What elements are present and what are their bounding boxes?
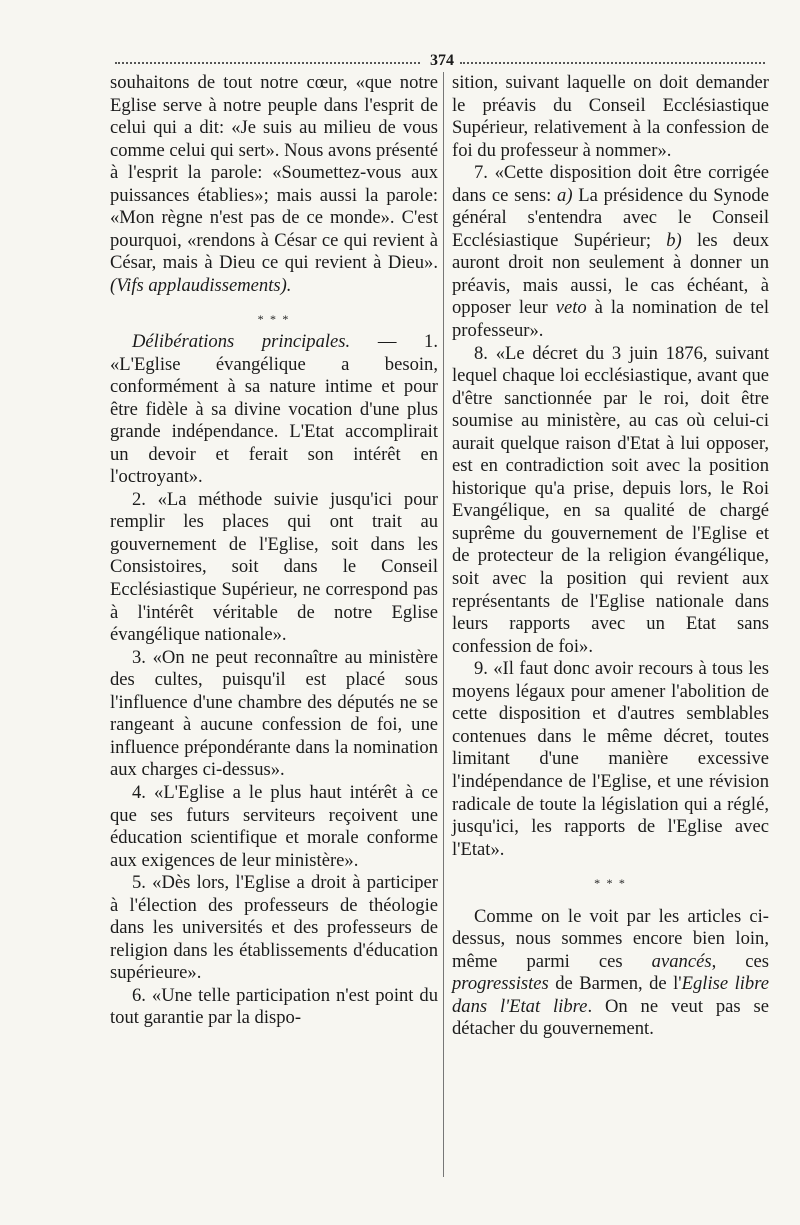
list-label-b: b) <box>666 229 682 251</box>
paragraph-text: — 1. «L'Eglise évangélique a besoin, conformément à sa nature intime et pour être fidèle à sa divine vocation d'une plus grande indépendance. L'Etat accomplirait un devoir et ferait son intérêt en l'octroyant». <box>110 331 438 488</box>
paragraph-article-7 <box>452 162 769 342</box>
applause-note: (Vifs applaudissements). <box>110 274 292 296</box>
section-separator: * * * <box>257 312 291 327</box>
page-header <box>115 52 765 72</box>
header-rule-left <box>115 62 420 64</box>
paragraph-article-2: 2. «La méthode suivie jusqu'ici pour remplir les places qui ont trait au gouvernement de l'Eglise, soit dans les Consistoires, soit dans le Conseil Ecclésiastique Supérieur, ne correspond pas à l'intérêt véritable de notre Eglise évangélique nationale». <box>110 488 438 646</box>
paragraph-continuation: sition, suivant laquelle on doit demander le préavis du Conseil Ecclésiastique Supérieur, relativement à la confession de foi du professeur à nommer». <box>452 72 769 161</box>
paragraph-text: les deux auront droit non seulement à donner un préavis, mais aussi, le cas échéant, à opposer leur <box>452 229 769 319</box>
paragraph-text: 7. «Cette disposition doit être corrigée dans ce sens: <box>452 162 769 206</box>
paragraph-article-5: 5. «Dès lors, l'Eglise a droit à participer à l'élection des professeurs de théologie dans les universités et des professeurs de religion dans les établissements d'éducation supérieure». <box>110 872 438 984</box>
page-number: 374 <box>430 52 454 69</box>
paragraph-article-1 <box>110 331 438 489</box>
right-column <box>452 72 769 1041</box>
paragraph-article-3: 3. «On ne peut reconnaître au ministère des cultes, puisqu'il est placé sous l'influence d'une chambre des députés ne se rangeant à aucune confession de foi, une influence prépondérante dans la nomination aux charges ci-dessus». <box>110 646 438 781</box>
paragraph-article-8: 8. «Le décret du 3 juin 1876, suivant lequel chaque loi ecclésiastique, avant que d'être sanctionnée par le roi, doit être soumise au ministère, au cas où celui-ci aurait quelque raison d'Etat à lui opposer, est en contradiction soit avec la position historique qu'a prise, depuis lors, le Roi Evangélique, en sa qualité de chargé suprême du gouvernement de l'Eglise et de protecteur de la religion évangélique, soit avec la position qui revient aux représentants de l'Eglise nationale dans leurs rapports avec un Etat sans confession de foi». <box>452 342 769 657</box>
italic-term: progressistes <box>452 973 549 995</box>
paragraph-text: . On ne veut pas se détacher du gouvernement. <box>452 995 770 1040</box>
paragraph-text: à la nomination de tel professeur». <box>452 297 769 342</box>
paragraph-article-9: 9. «Il faut donc avoir recours à tous les moyens légaux pour amener l'abolition de cette disposition et d'autres semblables contenues dans le même décret, toutes limitant d'une manière excessive l'indépendance de l'Eglise, et une révision radicale de toute la législation qui a réglé, jusqu'ici, les rapports de l'Eglise avec l'Etat». <box>452 658 769 860</box>
paragraph-text: de Barmen, de l' <box>548 973 682 995</box>
veto-term: veto <box>555 297 587 319</box>
header-rule-right <box>460 62 765 64</box>
paragraph-text: souhaitons de tout notre cœur, «que notre Eglise serve à notre peuple dans l'esprit de celui qui a dit: «Je suis au milieu de vous comme celui qui sert». Nous avons présenté à l'esprit la parole: «Soumettez-vous aux puissances établies»; mais aussi la parole: «Mon règne n'est pas de ce monde». C'est pourquoi, «rendons à César ce qui revient à César, mais à Dieu ce qui revient à Dieu». <box>110 72 438 274</box>
paragraph-commentary <box>452 906 769 1041</box>
paragraph-speech-end <box>110 72 438 297</box>
italic-term: Eglise libre dans l'Etat libre <box>452 973 769 1017</box>
paragraph-article-4: 4. «L'Eglise a le plus haut intérêt à ce que ses futurs serviteurs reçoivent une éducation scientifique et morale conforme aux exigences de leur ministère». <box>110 781 438 871</box>
paragraph-text: La présidence du Synode général s'entendra avec le Conseil Ecclésiastique Supérieur; <box>452 184 769 251</box>
paragraph-text: , ces <box>711 950 769 972</box>
paragraph-article-6: 6. «Une telle participation n'est point du tout garantie par la dispo- <box>110 984 438 1029</box>
section-separator: * * * <box>594 876 627 891</box>
left-column <box>110 72 438 1030</box>
italic-term: avancés <box>651 950 712 972</box>
section-heading: Délibérations principales. <box>132 331 351 353</box>
paragraph-text: Comme on le voit par les articles ci-dessus, nous sommes encore bien loin, même parmi ces <box>452 905 769 972</box>
list-label-a: a) <box>557 184 573 206</box>
column-divider <box>443 72 444 1177</box>
